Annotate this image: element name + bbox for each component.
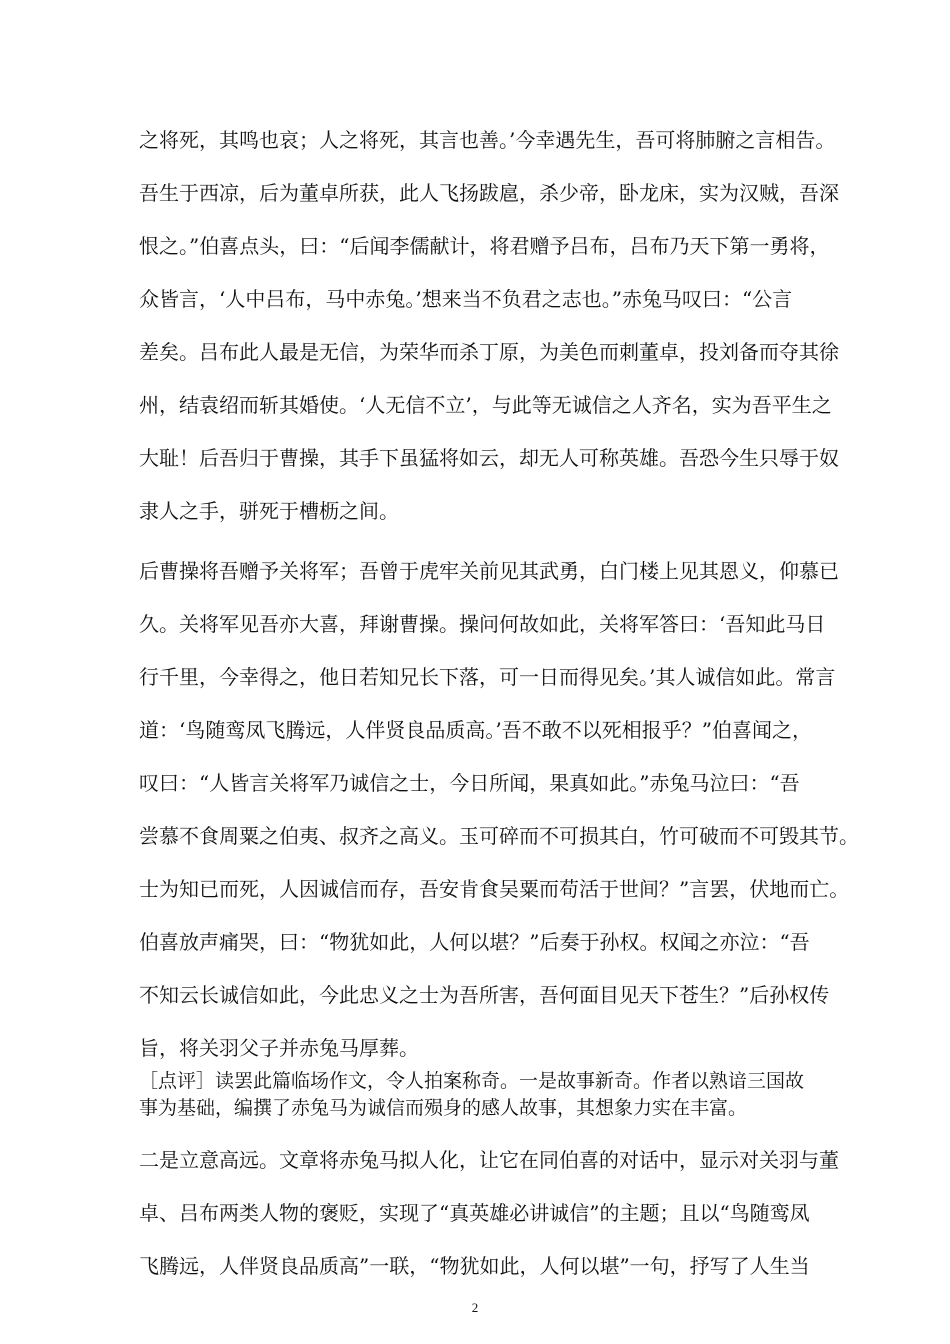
text-line: 不知云长诚信如此，今此忠义之士为吾所害，吾何面目见天下苍生？”后孙权传 (139, 983, 830, 1007)
text-line: 州，结袁绍而斩其婚使。‘人无信不立’，与此等无诚信之人齐名，实为吾平生之 (139, 393, 832, 417)
text-line: 众皆言，‘人中吕布，马中赤兔。’想来当不负君之志也。”赤兔马叹曰：“公言 (139, 287, 793, 311)
text-line: 伯喜放声痛哭，曰：“物犹如此，人何以堪？”后奏于孙权。权闻之亦泣：“吾 (139, 930, 810, 954)
text-line: 尝慕不食周粟之伯夷、叔齐之高义。玉可碎而不可损其白，竹可破而不可毁其节。 (139, 824, 859, 848)
text-line: 行千里，今幸得之，他日若知兄长下落，可一日而得见矣。’其人诚信如此。常言 (139, 665, 836, 689)
text-line: 旨，将关羽父子并赤兔马厚葬。 (139, 1036, 419, 1060)
text-line: 后曹操将吾赠予关将军；吾曾于虎牢关前见其武勇，白门楼上见其恩义，仰慕已 (139, 559, 839, 583)
text-line: ［点评］读罢此篇临场作文，令人拍案称奇。一是故事新奇。作者以熟谙三国故 (139, 1070, 805, 1092)
text-line: 隶人之手，骈死于槽枥之间。 (139, 499, 399, 523)
text-line: 差矣。吕布此人最是无信，为荣华而杀丁原，为美色而刺董卓，投刘备而夺其徐 (139, 340, 839, 364)
text-line: 士为知已而死，人因诚信而存，吾安肯食吴粟而苟活于世间？”言罢，伏地而亡。 (139, 877, 850, 901)
text-line: 恨之。”伯喜点头，曰：“后闻李儒献计，将君赠予吕布，吕布乃天下第一勇将， (139, 234, 830, 258)
text-line: 叹曰：“人皆言关将军乃诚信之士，今日所闻，果真如此。”赤兔马泣曰：“吾 (139, 771, 800, 795)
text-line: 道：‘鸟随鸾凤飞腾远，人伴贤良品质高。’吾不敢不以死相报乎？”伯喜闻之， (139, 718, 812, 742)
text-line: 久。关将军见吾亦大喜，拜谢曹操。操问何故如此，关将军答曰：‘吾知此马日 (139, 612, 826, 636)
page-number: 2 (471, 1300, 479, 1315)
text-line: 吾生于西凉，后为董卓所获，此人飞扬跋扈，杀少帝，卧龙床，实为汉贼，吾深 (139, 181, 839, 205)
text-line: 大耻！后吾归于曹操，其手下虽猛将如云，却无人可称英雄。吾恐今生只辱于奴 (139, 446, 839, 470)
text-line: 卓、吕布两类人物的褒贬，实现了“真英雄必讲诚信”的主题；且以“鸟随鸾凤 (139, 1201, 810, 1225)
text-line: 二是立意高远。文章将赤兔马拟人化，让它在同伯喜的对话中，显示对关羽与董 (139, 1148, 839, 1172)
text-line: 之将死，其鸣也哀；人之将死，其言也善。’今幸遇先生，吾可将肺腑之言相告。 (139, 128, 836, 152)
text-line: 事为基础，编撰了赤兔马为诚信而殒身的感人故事，其想象力实在丰富。 (139, 1097, 748, 1119)
text-line: 飞腾远，人伴贤良品质高”一联，“物犹如此，人何以堪”一句，抒写了人生当 (139, 1254, 810, 1278)
